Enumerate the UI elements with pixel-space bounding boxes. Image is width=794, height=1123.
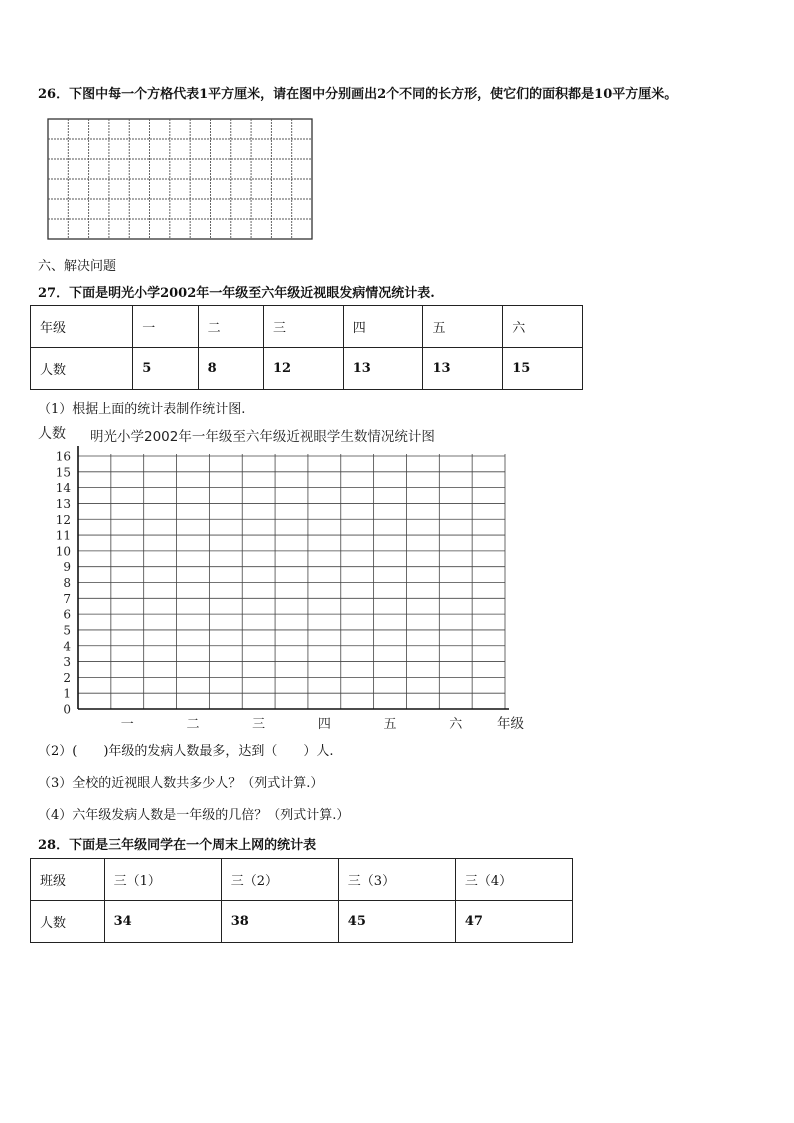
table-cell: 年级 xyxy=(31,306,133,348)
table-cell: 班级 xyxy=(31,859,105,901)
q27-sub3: （3）全校的近视眼人数共多少人？（列式计算.） xyxy=(38,776,324,791)
table-cell: 人数 xyxy=(31,901,105,943)
q27-table-data-row xyxy=(31,348,583,390)
y-tick-label: 3 xyxy=(63,655,71,670)
table-cell: 一 xyxy=(133,306,198,348)
q26-drawing-grid[interactable] xyxy=(47,118,315,243)
table-cell: 四 xyxy=(343,306,423,348)
table-cell: 45 xyxy=(338,901,455,943)
y-tick-label: 1 xyxy=(63,686,71,701)
y-tick-label: 11 xyxy=(55,528,71,543)
y-tick-label: 6 xyxy=(63,607,71,622)
y-tick-label: 5 xyxy=(63,623,71,638)
table-cell: 34 xyxy=(104,901,221,943)
y-tick-label: 0 xyxy=(63,702,71,717)
table-cell: 13 xyxy=(423,348,503,390)
q26-text: 26．下图中每一个方格代表1平方厘米，请在图中分别画出2个不同的长方形，使它们的面积都是10平方厘米。 xyxy=(38,87,678,102)
chart-title: 明光小学2002年一年级至六年级近视眼学生数情况统计图 xyxy=(90,429,435,445)
table-cell: 三（2） xyxy=(221,859,338,901)
q27-table xyxy=(30,305,583,390)
y-tick-label: 2 xyxy=(63,670,71,685)
table-cell: 8 xyxy=(198,348,263,390)
y-tick-label: 13 xyxy=(55,496,71,511)
table-cell: 47 xyxy=(455,901,572,943)
table-cell: 六 xyxy=(503,306,583,348)
table-cell: 12 xyxy=(263,348,343,390)
table-cell: 15 xyxy=(503,348,583,390)
y-tick-label: 7 xyxy=(63,591,71,606)
y-tick-label: 8 xyxy=(63,576,71,590)
table-cell: 三 xyxy=(263,306,343,348)
x-tick-label: 六 xyxy=(449,717,463,732)
q28-table-data-row xyxy=(31,901,573,943)
q27-sub1: （1）根据上面的统计表制作统计图. xyxy=(38,402,246,417)
q28-text: 28．下面是三年级同学在一个周末上网的统计表 xyxy=(38,838,317,853)
table-cell: 三（3） xyxy=(338,859,455,901)
table-cell: 5 xyxy=(133,348,198,390)
table-cell: 三（4） xyxy=(455,859,572,901)
table-cell: 二 xyxy=(198,306,263,348)
table-cell: 13 xyxy=(343,348,423,390)
table-cell: 三（1） xyxy=(104,859,221,901)
y-tick-label: 4 xyxy=(63,639,71,654)
x-tick-label: 三 xyxy=(252,717,266,732)
y-tick-label: 14 xyxy=(55,481,71,496)
y-axis-label: 人数 xyxy=(38,426,66,442)
y-tick-label: 9 xyxy=(63,560,71,575)
table-cell: 38 xyxy=(221,901,338,943)
q28-table-header-row xyxy=(31,859,573,901)
q27-sub2: （2）( )年级的发病人数最多，达到（ ）人. xyxy=(38,744,334,759)
table-cell: 五 xyxy=(423,306,503,348)
x-tick-label: 一 xyxy=(120,717,134,732)
x-tick-label: 二 xyxy=(186,717,200,732)
x-axis-label: 年级 xyxy=(497,716,524,732)
table-cell: 人数 xyxy=(31,348,133,390)
q27-text: 27．下面是明光小学2002年一年级至六年级近视眼发病情况统计表. xyxy=(38,286,435,301)
q27-blank-chart[interactable] xyxy=(30,420,530,732)
y-tick-label: 12 xyxy=(55,512,71,527)
q27-sub4: （4）六年级发病人数是一年级的几倍？（列式计算.） xyxy=(38,808,350,823)
section-6-title: 六、解决问题 xyxy=(38,259,117,274)
y-tick-label: 16 xyxy=(55,449,71,464)
x-tick-label: 四 xyxy=(317,717,331,732)
q27-table-header-row xyxy=(31,306,583,348)
x-tick-label: 五 xyxy=(383,717,397,732)
y-tick-label: 15 xyxy=(55,465,71,480)
y-tick-label: 10 xyxy=(55,544,71,559)
q28-table xyxy=(30,858,573,943)
